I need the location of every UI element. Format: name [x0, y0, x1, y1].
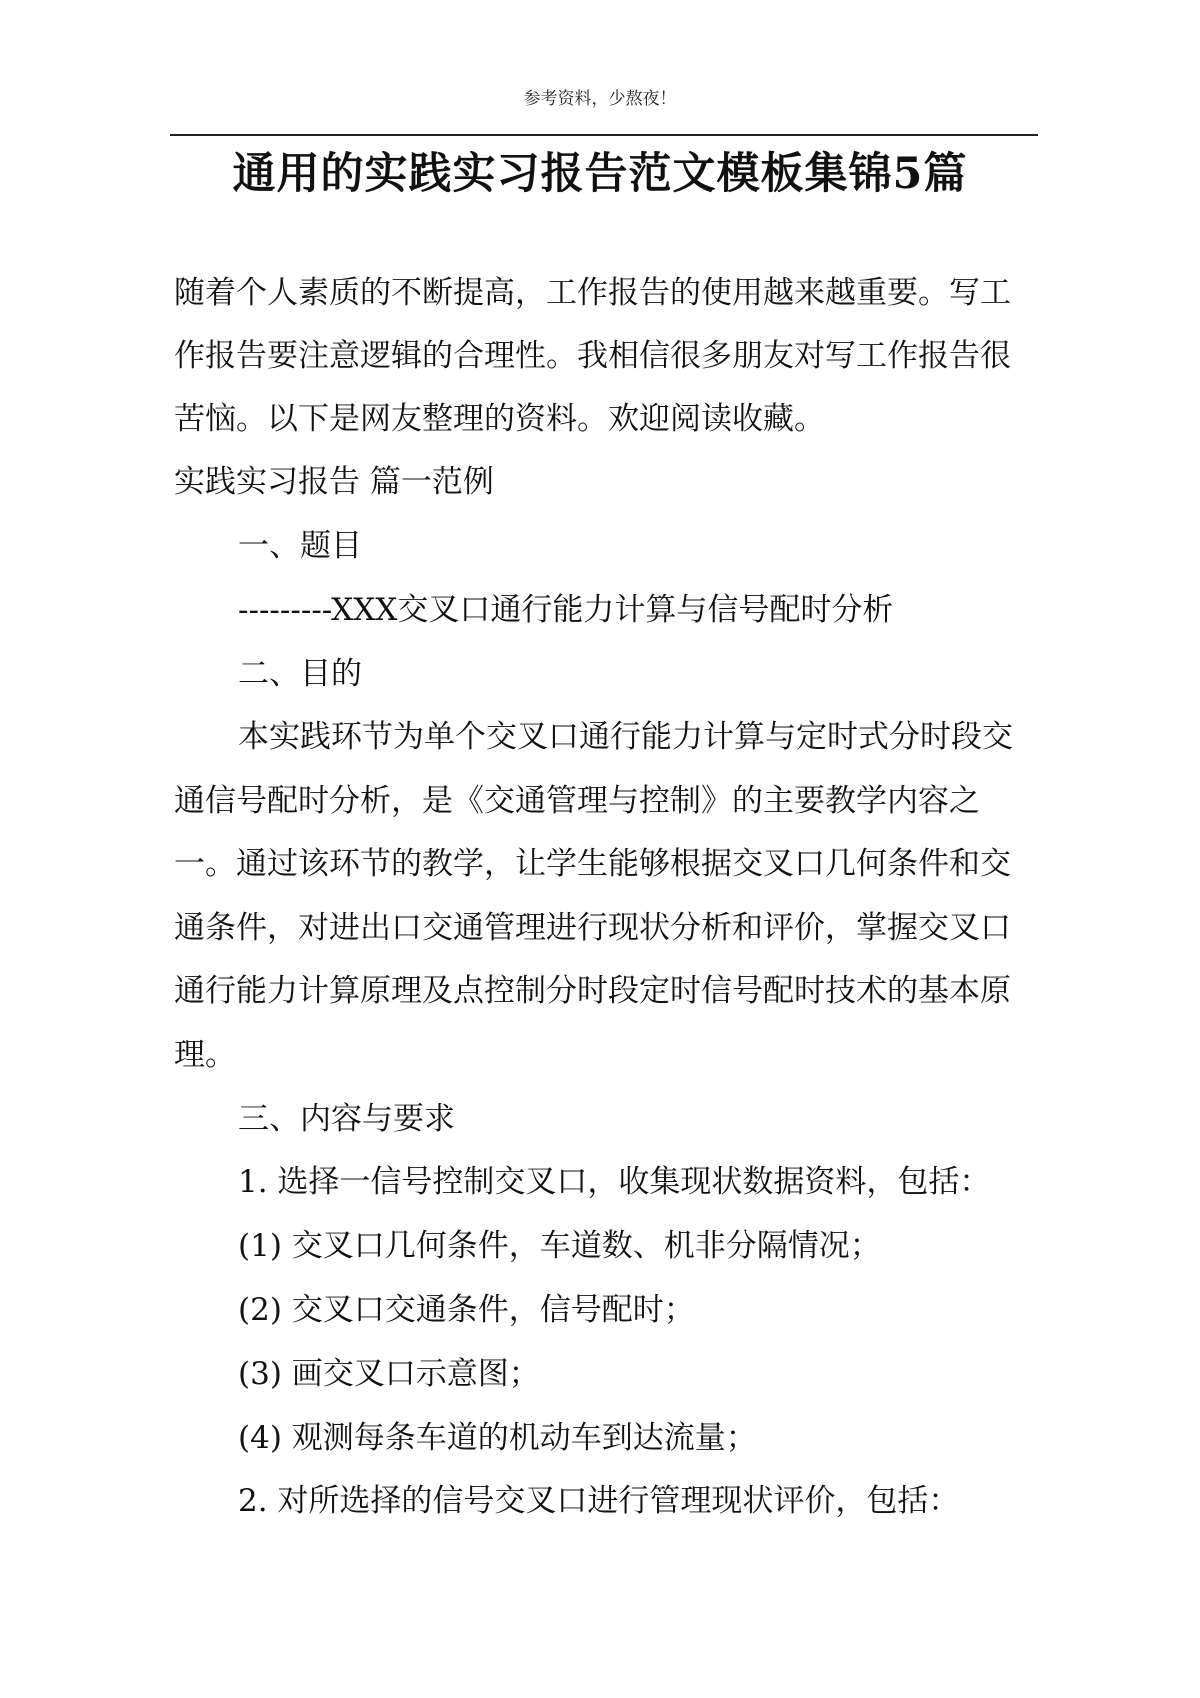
heading-topic: 一、题目	[238, 528, 362, 564]
heading-purpose: 二、目的	[238, 656, 362, 692]
section-title: 实践实习报告 篇一范例	[174, 464, 494, 500]
intro-paragraph: 随着个人素质的不断提高，工作报告的使用越来越重要。写工作报告要注意逻辑的合理性。我相信很多朋友对写工作报告很苦恼。以下是网友整理的资料。欢迎阅读收藏。	[174, 275, 1011, 437]
requirement-subitem: (4) 观测每条车道的机动车到达流量；	[238, 1420, 757, 1456]
document-title: 通用的实践实习报告范文模板集锦5篇	[232, 149, 968, 199]
purpose-paragraph: 本实践环节为单个交叉口通行能力计算与定时式分时段交通信号配时分析，是《交通管理与控制》的主要教学内容之一。通过该环节的教学，让学生能够根据交叉口几何条件和交通条件，对进出口交通管理进行现状分析和评价，掌握交叉口通行能力计算原理及点控制分时段定时信号配时技术的基本原理。	[174, 719, 1013, 1073]
header-note: 参考资料，少熬夜！	[523, 89, 677, 109]
requirement-subitem: (3) 画交叉口示意图；	[238, 1356, 540, 1392]
heading-requirements: 三、内容与要求	[238, 1101, 455, 1137]
requirement-item-2: 2. 对所选择的信号交叉口进行管理现状评价，包括：	[238, 1483, 960, 1519]
topic-line: ---------XXX交叉口通行能力计算与信号配时分析	[238, 592, 894, 628]
requirement-subitem: (1) 交叉口几何条件，车道数、机非分隔情况；	[238, 1228, 881, 1264]
requirement-subitem: (2) 交叉口交通条件，信号配时；	[238, 1292, 695, 1328]
requirement-item-1: 1. 选择一信号控制交叉口，收集现状数据资料，包括：	[238, 1164, 991, 1200]
header-divider	[170, 134, 1038, 136]
